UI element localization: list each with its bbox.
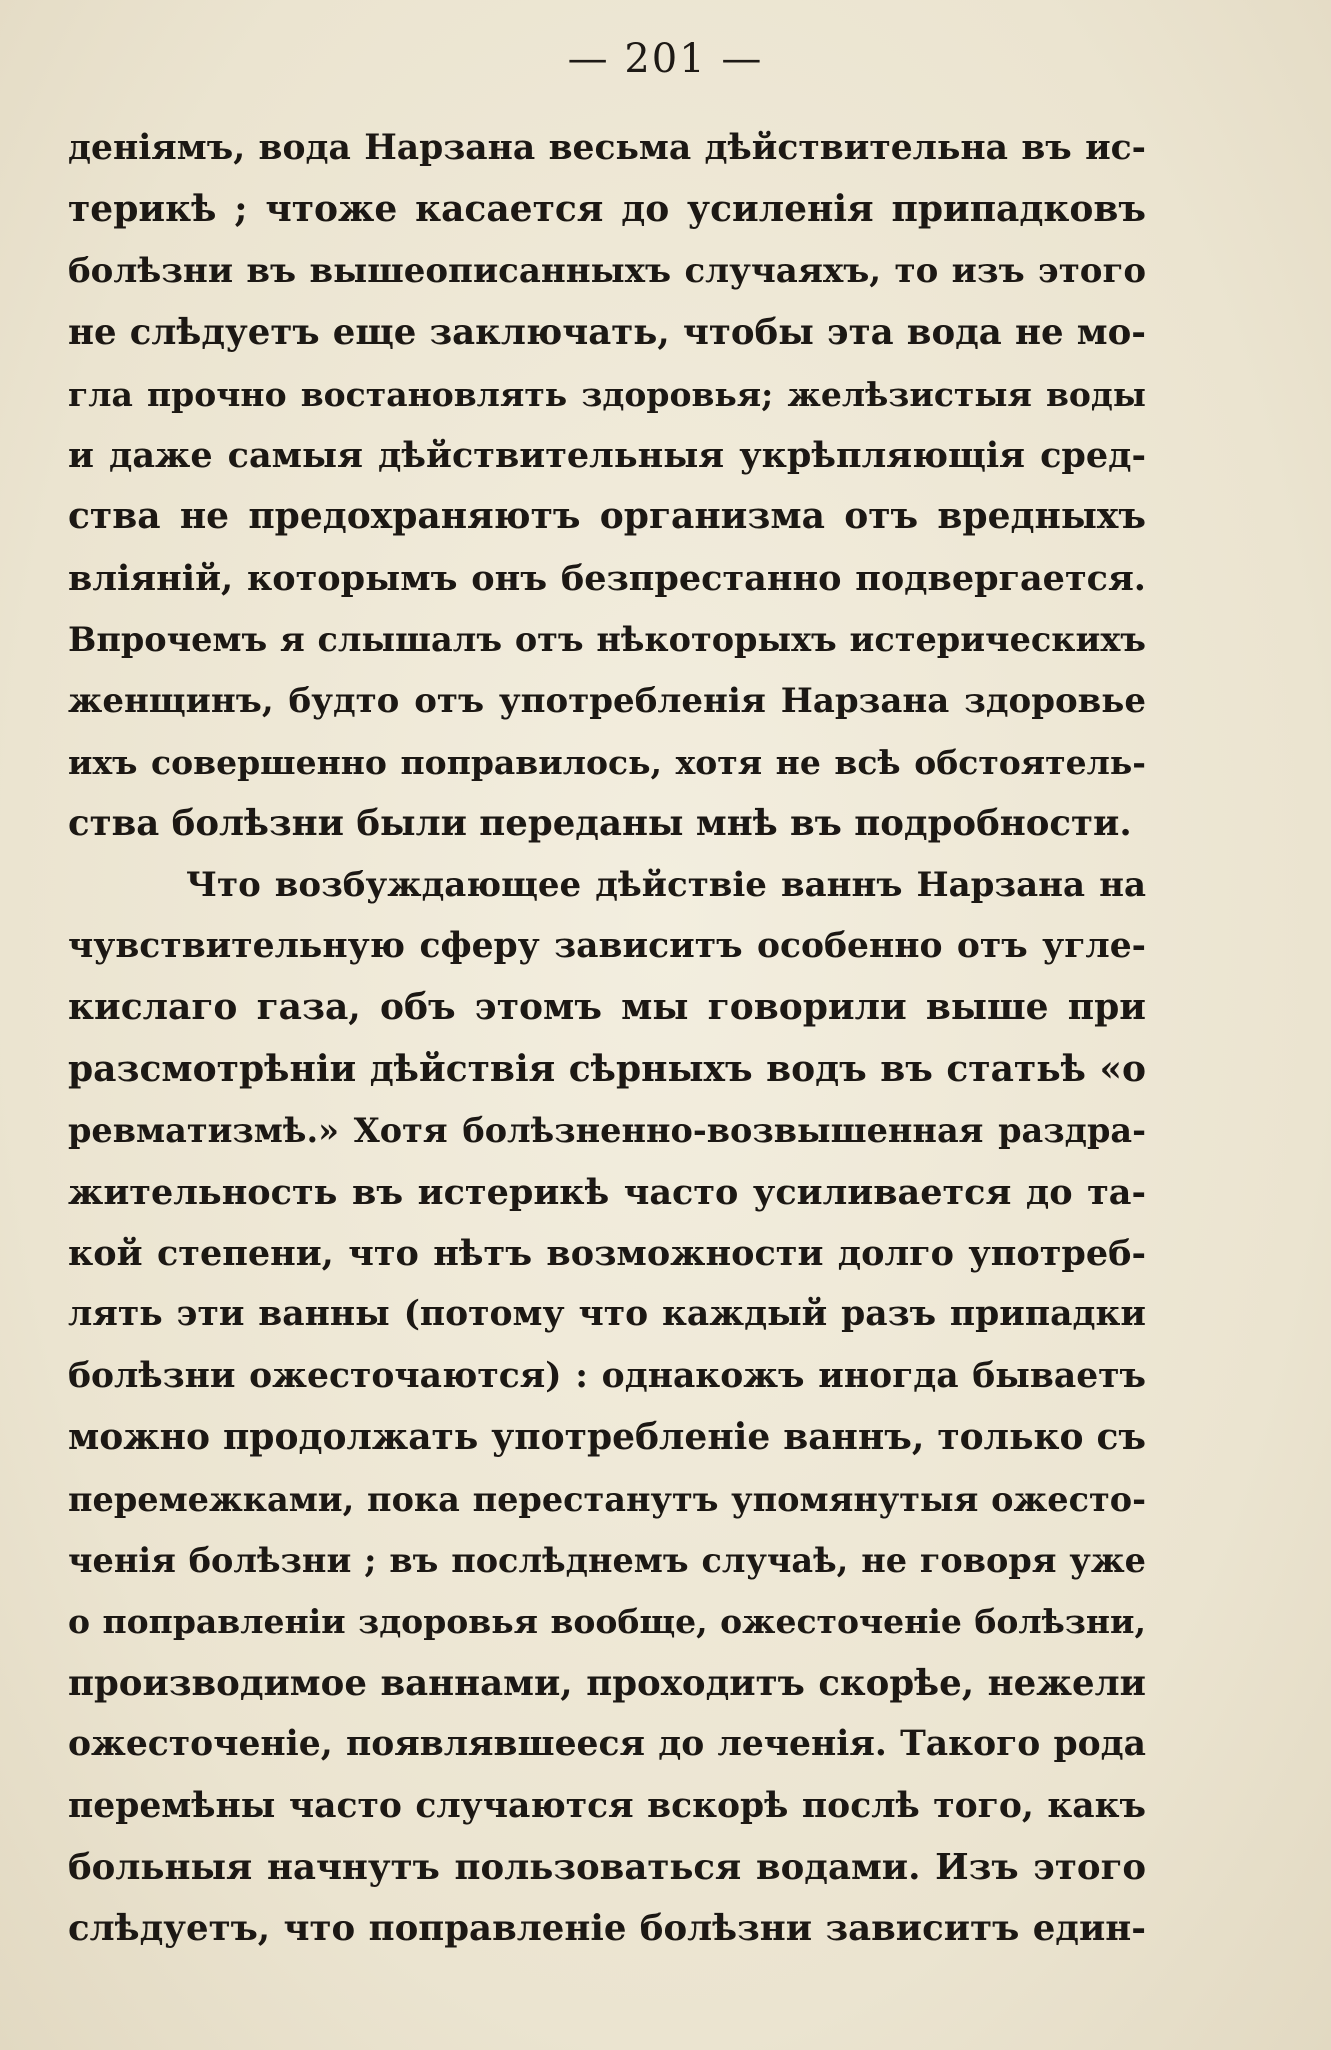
text-line: жительность въ истерикѣ часто усиливается до та- bbox=[68, 1171, 1146, 1213]
text-line: кислаго газа, объ этомъ мы говорили выше при bbox=[68, 986, 1146, 1029]
text-line: кой степени, что нѣтъ возможности долго употреб- bbox=[68, 1233, 1146, 1275]
text-line: и даже самыя дѣйствительныя укрѣпляющія сред- bbox=[68, 434, 1146, 476]
text-line: больныя начнутъ пользоваться водами. Изъ этого bbox=[68, 1846, 1146, 1888]
text-line: гла прочно востановлять здоровья; желѣзистыя воды bbox=[68, 374, 1146, 414]
text-line: болѣзни въ вышеописанныхъ случаяхъ, то изъ этого bbox=[68, 250, 1146, 291]
text-line: деніямъ, вода Нарзана весьма дѣйствительна въ ис- bbox=[68, 128, 1146, 168]
body-text bbox=[68, 118, 1146, 1960]
text-line: ченія болѣзни ; въ послѣднемъ случаѣ, не говоря уже bbox=[68, 1540, 1146, 1580]
page-number: — 201 — bbox=[567, 36, 764, 82]
text-line: ства болѣзни были переданы мнѣ въ подробности. bbox=[68, 803, 1132, 845]
text-line: женщинъ, будто отъ употребленія Нарзана здоровье bbox=[68, 680, 1146, 721]
text-line: о поправленіи здоровья вообще, ожесточеніе болѣзни, bbox=[68, 1602, 1146, 1642]
text-line: производимое ваннами, проходитъ скорѣе, нежели bbox=[68, 1662, 1146, 1704]
text-line: можно продолжать употребленіе ваннъ, только съ bbox=[68, 1416, 1146, 1459]
text-line: вліяній, которымъ онъ безпрестанно подвергается. bbox=[68, 557, 1146, 599]
text-line: терикѣ ; чтоже касается до усиленія припадковъ bbox=[68, 188, 1146, 231]
text-line: болѣзни ожесточаются) : однакожъ иногда бываетъ bbox=[68, 1355, 1146, 1396]
text-line: слѣдуетъ, что поправленіе болѣзни зависитъ един- bbox=[68, 1908, 1146, 1950]
text-line: не слѣдуетъ еще заключать, чтобы эта вода не мо- bbox=[68, 312, 1146, 354]
text-line: ожесточеніе, появлявшееся до леченія. Такого рода bbox=[68, 1724, 1146, 1765]
text-line: Впрочемъ я слышалъ отъ нѣкоторыхъ истерическихъ bbox=[68, 620, 1146, 660]
text-line: ревматизмѣ.» Хотя болѣзненно-возвышенная раздра- bbox=[68, 1111, 1146, 1151]
text-line: разсмотрѣніи дѣйствія сѣрныхъ водъ въ статьѣ «о bbox=[68, 1047, 1146, 1090]
text-line: чувствительную сферу зависитъ особенно отъ угле- bbox=[68, 926, 1146, 967]
text-line: перемѣны часто случаются вскорѣ послѣ того, какъ bbox=[68, 1785, 1146, 1826]
text-line: лять эти ванны (потому что каждый разъ припадки bbox=[68, 1294, 1146, 1335]
text-line: ства не предохраняютъ организма отъ вредныхъ bbox=[68, 495, 1146, 538]
text-line: Что возбуждающее дѣйствіе ваннъ Нарзана на bbox=[186, 864, 1146, 905]
text-line: перемежками, пока перестанутъ упомянутыя ожесто- bbox=[68, 1479, 1146, 1519]
text-line: ихъ совершенно поправилось, хотя не всѣ обстоятель- bbox=[68, 742, 1146, 782]
